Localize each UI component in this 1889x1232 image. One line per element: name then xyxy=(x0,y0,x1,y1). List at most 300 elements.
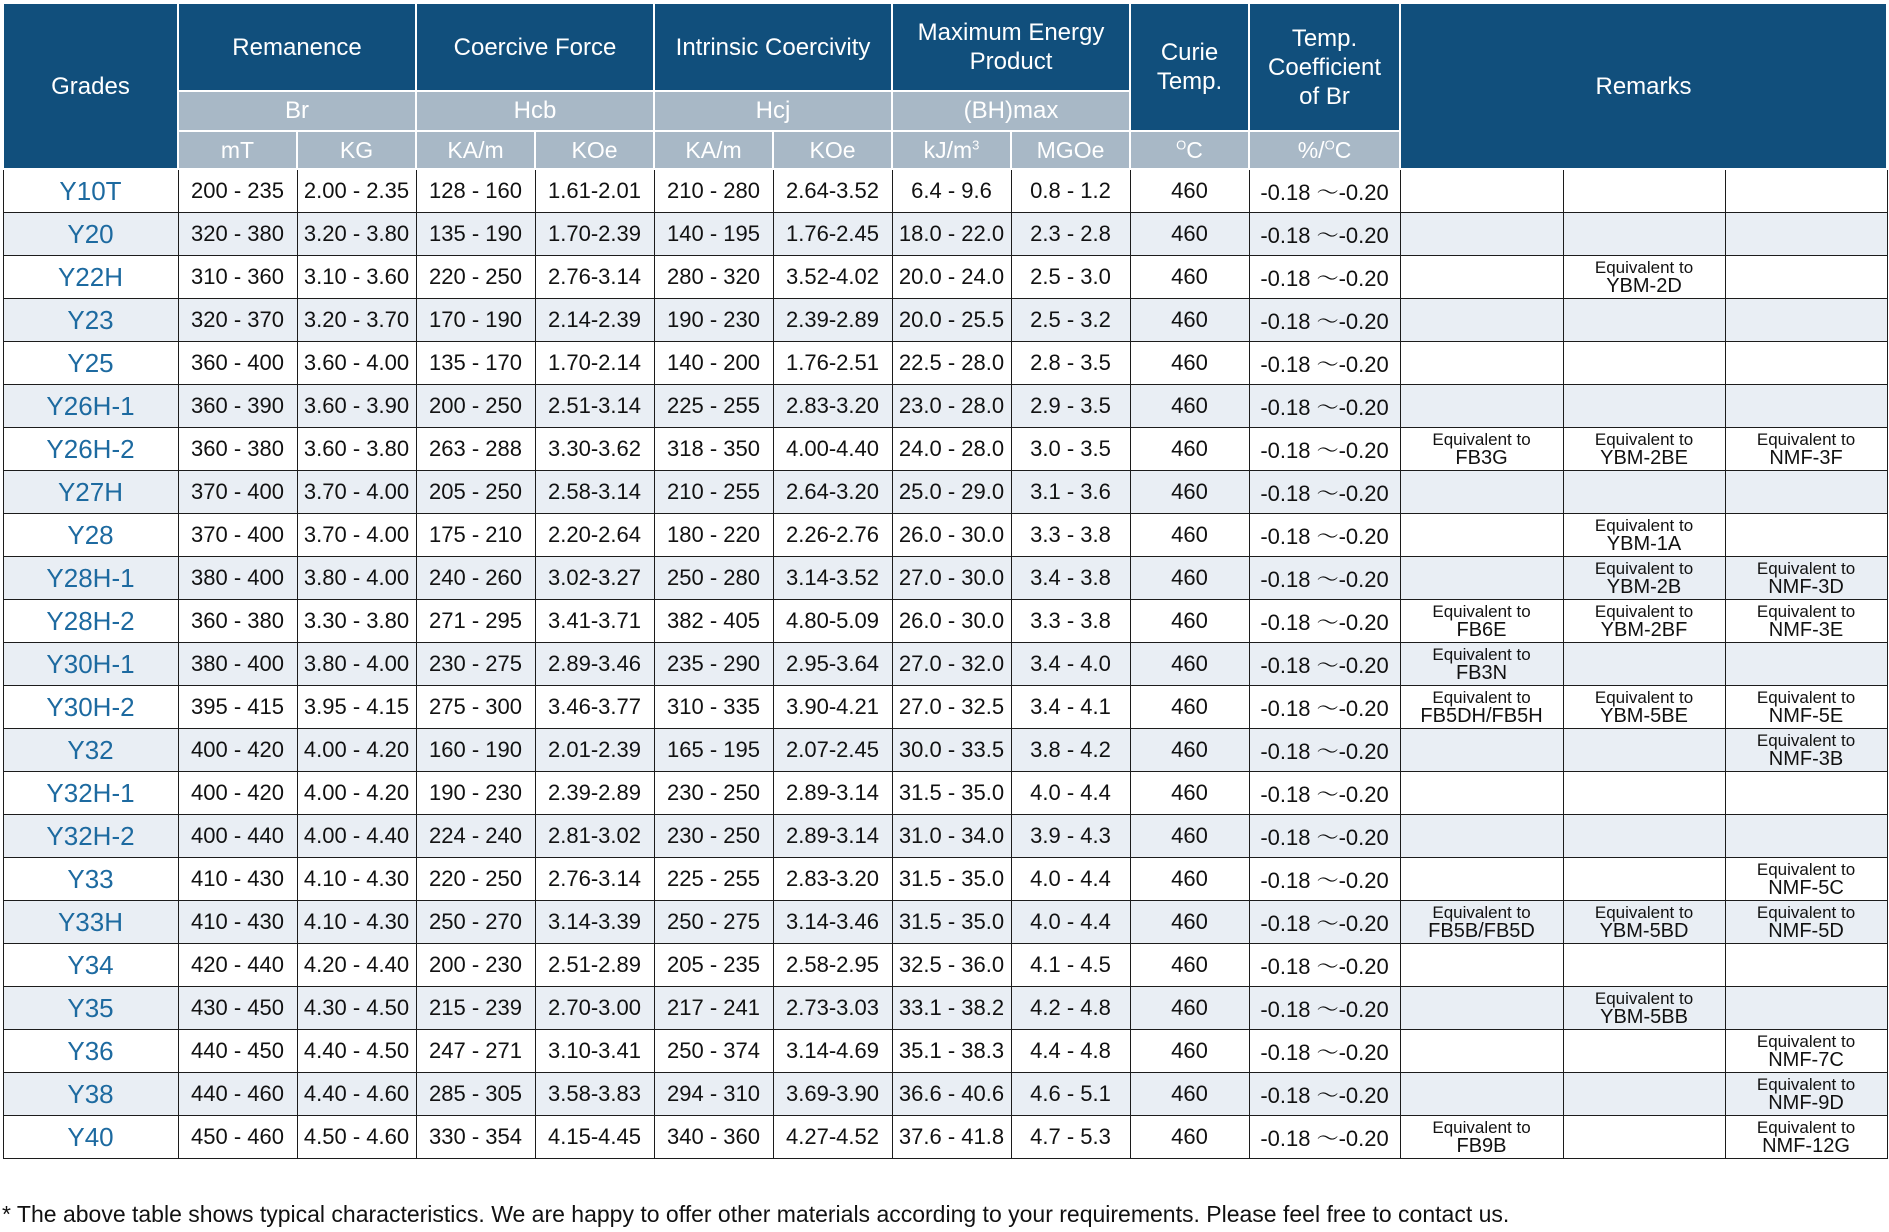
table-row xyxy=(3,1030,1887,1073)
bhmax-kjm3-cell: 18.0 - 22.0 xyxy=(892,213,1011,256)
hcb-kam-cell: 275 - 300 xyxy=(416,686,535,729)
table-row xyxy=(3,815,1887,858)
remark-cell-1 xyxy=(1400,901,1563,944)
br-kg-cell: 3.60 - 4.00 xyxy=(297,342,416,385)
remark-cell-1 xyxy=(1400,1030,1563,1073)
temp-coefficient-cell: -0.18 ～-0.20 xyxy=(1249,686,1400,729)
table-row xyxy=(3,342,1887,385)
br-mt-cell: 410 - 430 xyxy=(178,858,297,901)
bhmax-mgoe-cell: 4.7 - 5.3 xyxy=(1011,1116,1130,1159)
bhmax-mgoe-cell: 2.5 - 3.0 xyxy=(1011,256,1130,299)
hcj-kam-cell: 210 - 255 xyxy=(654,471,773,514)
hcj-koe-cell: 4.00-4.40 xyxy=(773,428,892,471)
hcj-koe-cell: 2.89-3.14 xyxy=(773,772,892,815)
hcb-kam-cell: 230 - 275 xyxy=(416,643,535,686)
br-kg-cell: 4.30 - 4.50 xyxy=(297,987,416,1030)
remark-prefix: Equivalent to xyxy=(1756,1075,1856,1094)
hcb-kam-cell: 205 - 250 xyxy=(416,471,535,514)
temp-coefficient-cell: -0.18 ～-0.20 xyxy=(1249,1116,1400,1159)
hcj-koe-cell: 2.83-3.20 xyxy=(773,858,892,901)
hcj-kam-cell: 235 - 290 xyxy=(654,643,773,686)
hcb-koe-cell: 2.70-3.00 xyxy=(535,987,654,1030)
hcj-koe-cell: 2.73-3.03 xyxy=(773,987,892,1030)
remark-cell-3 xyxy=(1725,815,1887,858)
bhmax-kjm3-cell: 27.0 - 30.0 xyxy=(892,557,1011,600)
br-kg-cell: 3.80 - 4.00 xyxy=(297,557,416,600)
bhmax-mgoe-cell: 3.4 - 4.1 xyxy=(1011,686,1130,729)
hcb-kam-cell: 263 - 288 xyxy=(416,428,535,471)
remark-cell-2 xyxy=(1563,256,1725,299)
remark-equivalent: NMF-9D xyxy=(1768,1092,1844,1114)
curie-temp-cell: 460 xyxy=(1130,643,1249,686)
bhmax-kjm3-cell: 30.0 - 33.5 xyxy=(892,729,1011,772)
grade-cell: Y28 xyxy=(3,514,178,557)
remark-cell-2 xyxy=(1563,428,1725,471)
curie-temp-cell: 460 xyxy=(1130,299,1249,342)
remark-cell-2 xyxy=(1563,514,1725,557)
bhmax-mgoe-cell: 3.1 - 3.6 xyxy=(1011,471,1130,514)
br-kg-cell: 3.30 - 3.80 xyxy=(297,600,416,643)
br-mt-cell: 200 - 235 xyxy=(178,169,297,213)
remark-equivalent: YBM-2BE xyxy=(1600,447,1688,469)
curie-temp-cell: 460 xyxy=(1130,1073,1249,1116)
bhmax-mgoe-cell: 3.3 - 3.8 xyxy=(1011,600,1130,643)
remark-cell-3 xyxy=(1725,858,1887,901)
remark-prefix: Equivalent to xyxy=(1756,903,1856,922)
br-mt-cell: 380 - 400 xyxy=(178,557,297,600)
remark-cell-3 xyxy=(1725,213,1887,256)
remark-cell-2 xyxy=(1563,815,1725,858)
bhmax-kjm3-cell: 32.5 - 36.0 xyxy=(892,944,1011,987)
hcj-koe-cell: 2.83-3.20 xyxy=(773,385,892,428)
hcb-koe-cell: 3.10-3.41 xyxy=(535,1030,654,1073)
remark-cell-3 xyxy=(1725,600,1887,643)
curie-temp-cell: 460 xyxy=(1130,514,1249,557)
bhmax-mgoe-cell: 3.0 - 3.5 xyxy=(1011,428,1130,471)
bhmax-symbol: (BH)max xyxy=(892,91,1130,131)
bhmax-mgoe-cell: 4.0 - 4.4 xyxy=(1011,772,1130,815)
max-energy-header: Maximum Energy Product xyxy=(892,3,1130,91)
br-mt-cell: 360 - 380 xyxy=(178,428,297,471)
hcj-kam-cell: 225 - 255 xyxy=(654,385,773,428)
hcj-koe-cell: 2.39-2.89 xyxy=(773,299,892,342)
remark-cell-1 xyxy=(1400,686,1563,729)
hcj-kam-cell: 230 - 250 xyxy=(654,815,773,858)
bhmax-mgoe-cell: 2.3 - 2.8 xyxy=(1011,213,1130,256)
hcj-kam-cell: 250 - 275 xyxy=(654,901,773,944)
temp-coefficient-cell: -0.18 ～-0.20 xyxy=(1249,342,1400,385)
bhmax-kjm3-cell: 37.6 - 41.8 xyxy=(892,1116,1011,1159)
temp-coefficient-cell: -0.18 ～-0.20 xyxy=(1249,169,1400,213)
br-kg-cell: 3.95 - 4.15 xyxy=(297,686,416,729)
remarks-header: Remarks xyxy=(1400,3,1887,169)
remark-cell-2 xyxy=(1563,1073,1725,1116)
br-mt-cell: 450 - 460 xyxy=(178,1116,297,1159)
grade-cell: Y33 xyxy=(3,858,178,901)
hcb-kam-cell: 215 - 239 xyxy=(416,987,535,1030)
br-kg-cell: 4.00 - 4.40 xyxy=(297,815,416,858)
table-row xyxy=(3,643,1887,686)
hcj-koe-cell: 2.89-3.14 xyxy=(773,815,892,858)
br-kg-cell: 4.50 - 4.60 xyxy=(297,1116,416,1159)
br-mt-cell: 370 - 400 xyxy=(178,514,297,557)
remark-cell-2 xyxy=(1563,1030,1725,1073)
hcj-kam-cell: 210 - 280 xyxy=(654,169,773,213)
hcj-symbol: Hcj xyxy=(654,91,892,131)
remark-equivalent: FB3G xyxy=(1455,447,1508,469)
hcb-kam-cell: 190 - 230 xyxy=(416,772,535,815)
br-kg-cell: 3.20 - 3.70 xyxy=(297,299,416,342)
bhmax-kjm3-cell: 31.5 - 35.0 xyxy=(892,772,1011,815)
remark-prefix: Equivalent to xyxy=(1594,688,1694,707)
hcb-kam-cell: 330 - 354 xyxy=(416,1116,535,1159)
temp-coefficient-cell: -0.18 ～-0.20 xyxy=(1249,772,1400,815)
hcb-koe-cell: 3.02-3.27 xyxy=(535,557,654,600)
hcj-kam-cell: 318 - 350 xyxy=(654,428,773,471)
unit-koe-hcj: KOe xyxy=(773,131,892,169)
bhmax-mgoe-cell: 0.8 - 1.2 xyxy=(1011,169,1130,213)
bhmax-kjm3-cell: 22.5 - 28.0 xyxy=(892,342,1011,385)
remark-prefix: Equivalent to xyxy=(1756,602,1856,621)
hcb-kam-cell: 220 - 250 xyxy=(416,858,535,901)
remark-equivalent: FB9B xyxy=(1456,1135,1507,1157)
hcj-kam-cell: 230 - 250 xyxy=(654,772,773,815)
remark-cell-3 xyxy=(1725,686,1887,729)
hcb-kam-cell: 224 - 240 xyxy=(416,815,535,858)
remark-cell-1 xyxy=(1400,858,1563,901)
bhmax-mgoe-cell: 4.2 - 4.8 xyxy=(1011,987,1130,1030)
br-mt-cell: 360 - 390 xyxy=(178,385,297,428)
bhmax-kjm3-cell: 35.1 - 38.3 xyxy=(892,1030,1011,1073)
remark-cell-2 xyxy=(1563,169,1725,213)
bhmax-kjm3-cell: 26.0 - 30.0 xyxy=(892,600,1011,643)
remark-cell-3 xyxy=(1725,1116,1887,1159)
remark-cell-3 xyxy=(1725,169,1887,213)
bhmax-mgoe-cell: 4.6 - 5.1 xyxy=(1011,1073,1130,1116)
temp-coefficient-cell: -0.18 ～-0.20 xyxy=(1249,557,1400,600)
hcb-koe-cell: 2.76-3.14 xyxy=(535,858,654,901)
remark-cell-2 xyxy=(1563,471,1725,514)
unit-kam-hcb: KA/m xyxy=(416,131,535,169)
remark-prefix: Equivalent to xyxy=(1432,688,1531,707)
hcb-kam-cell: 175 - 210 xyxy=(416,514,535,557)
grade-cell: Y22H xyxy=(3,256,178,299)
hcj-kam-cell: 190 - 230 xyxy=(654,299,773,342)
br-mt-cell: 400 - 420 xyxy=(178,729,297,772)
hcj-kam-cell: 280 - 320 xyxy=(654,256,773,299)
remark-equivalent: NMF-3B xyxy=(1768,748,1844,770)
hcb-koe-cell: 4.15-4.45 xyxy=(535,1116,654,1159)
remark-cell-3 xyxy=(1725,901,1887,944)
hcb-kam-cell: 200 - 230 xyxy=(416,944,535,987)
hcj-koe-cell: 2.26-2.76 xyxy=(773,514,892,557)
temp-coefficient-cell: -0.18 ～-0.20 xyxy=(1249,815,1400,858)
br-kg-cell: 3.70 - 4.00 xyxy=(297,514,416,557)
table-row xyxy=(3,385,1887,428)
remark-cell-1 xyxy=(1400,1116,1563,1159)
remark-equivalent: NMF-5C xyxy=(1768,877,1844,899)
br-mt-cell: 320 - 380 xyxy=(178,213,297,256)
remark-cell-1 xyxy=(1400,213,1563,256)
remark-cell-2 xyxy=(1563,772,1725,815)
remark-cell-1 xyxy=(1400,944,1563,987)
bhmax-mgoe-cell: 4.0 - 4.4 xyxy=(1011,858,1130,901)
temp-coefficient-cell: -0.18 ～-0.20 xyxy=(1249,1030,1400,1073)
remark-cell-1 xyxy=(1400,299,1563,342)
temp-coefficient-cell: -0.18 ～-0.20 xyxy=(1249,471,1400,514)
unit-celsius: $^O$C xyxy=(1130,131,1249,169)
bhmax-mgoe-cell: 3.4 - 4.0 xyxy=(1011,643,1130,686)
remark-cell-2 xyxy=(1563,987,1725,1030)
hcb-kam-cell: 160 - 190 xyxy=(416,729,535,772)
br-kg-cell: 4.00 - 4.20 xyxy=(297,729,416,772)
remark-cell-2 xyxy=(1563,342,1725,385)
unit-kg: KG xyxy=(297,131,416,169)
remark-cell-1 xyxy=(1400,1073,1563,1116)
temp-coefficient-cell: -0.18 ～-0.20 xyxy=(1249,987,1400,1030)
table-row xyxy=(3,299,1887,342)
curie-temp-cell: 460 xyxy=(1130,987,1249,1030)
curie-temp-cell: 460 xyxy=(1130,1116,1249,1159)
remanence-header: Remanence xyxy=(178,3,416,91)
curie-temp-cell: 460 xyxy=(1130,428,1249,471)
hcj-koe-cell: 4.27-4.52 xyxy=(773,1116,892,1159)
remark-cell-3 xyxy=(1725,643,1887,686)
hcb-koe-cell: 3.46-3.77 xyxy=(535,686,654,729)
remark-prefix: Equivalent to xyxy=(1756,1032,1856,1051)
hcj-kam-cell: 165 - 195 xyxy=(654,729,773,772)
br-kg-cell: 3.20 - 3.80 xyxy=(297,213,416,256)
remark-equivalent: NMF-5E xyxy=(1768,705,1844,727)
remark-prefix: Equivalent to xyxy=(1594,258,1694,277)
remark-prefix: Equivalent to xyxy=(1432,1118,1531,1137)
coercive-force-header: Coercive Force xyxy=(416,3,654,91)
br-kg-cell: 4.10 - 4.30 xyxy=(297,858,416,901)
remark-cell-2 xyxy=(1563,1116,1725,1159)
curie-temp-cell: 460 xyxy=(1130,213,1249,256)
remark-cell-1 xyxy=(1400,729,1563,772)
br-kg-cell: 4.10 - 4.30 xyxy=(297,901,416,944)
curie-temp-cell: 460 xyxy=(1130,169,1249,213)
remark-cell-3 xyxy=(1725,1073,1887,1116)
br-mt-cell: 400 - 420 xyxy=(178,772,297,815)
bhmax-kjm3-cell: 6.4 - 9.6 xyxy=(892,169,1011,213)
bhmax-kjm3-cell: 31.0 - 34.0 xyxy=(892,815,1011,858)
br-kg-cell: 4.20 - 4.40 xyxy=(297,944,416,987)
curie-temp-cell: 460 xyxy=(1130,729,1249,772)
hcb-kam-cell: 250 - 270 xyxy=(416,901,535,944)
table-row xyxy=(3,686,1887,729)
hcb-kam-cell: 240 - 260 xyxy=(416,557,535,600)
hcb-kam-cell: 128 - 160 xyxy=(416,169,535,213)
remark-equivalent: FB3N xyxy=(1455,662,1508,684)
table-row xyxy=(3,471,1887,514)
remark-cell-3 xyxy=(1725,944,1887,987)
bhmax-kjm3-cell: 23.0 - 28.0 xyxy=(892,385,1011,428)
remark-cell-3 xyxy=(1725,342,1887,385)
hcj-kam-cell: 310 - 335 xyxy=(654,686,773,729)
bhmax-kjm3-cell: 31.5 - 35.0 xyxy=(892,858,1011,901)
grade-cell: Y10T xyxy=(3,169,178,213)
hcb-koe-cell: 3.30-3.62 xyxy=(535,428,654,471)
table-row xyxy=(3,1116,1887,1159)
grade-cell: Y25 xyxy=(3,342,178,385)
hcj-koe-cell: 4.80-5.09 xyxy=(773,600,892,643)
table-row xyxy=(3,858,1887,901)
table-row xyxy=(3,1073,1887,1116)
temp-coefficient-cell: -0.18 ～-0.20 xyxy=(1249,256,1400,299)
unit-koe-hcb: KOe xyxy=(535,131,654,169)
bhmax-kjm3-cell: 24.0 - 28.0 xyxy=(892,428,1011,471)
bhmax-kjm3-cell: 27.0 - 32.5 xyxy=(892,686,1011,729)
br-kg-cell: 2.00 - 2.35 xyxy=(297,169,416,213)
remark-cell-3 xyxy=(1725,471,1887,514)
hcb-koe-cell: 2.89-3.46 xyxy=(535,643,654,686)
remark-prefix: Equivalent to xyxy=(1594,903,1694,922)
remark-cell-2 xyxy=(1563,858,1725,901)
hcb-kam-cell: 247 - 271 xyxy=(416,1030,535,1073)
br-mt-cell: 395 - 415 xyxy=(178,686,297,729)
grade-cell: Y30H-1 xyxy=(3,643,178,686)
curie-temp-cell: 460 xyxy=(1130,385,1249,428)
remark-cell-2 xyxy=(1563,643,1725,686)
hcb-kam-cell: 285 - 305 xyxy=(416,1073,535,1116)
hcb-koe-cell: 2.51-3.14 xyxy=(535,385,654,428)
temp-coefficient-cell: -0.18 ～-0.20 xyxy=(1249,428,1400,471)
hcj-koe-cell: 2.58-2.95 xyxy=(773,944,892,987)
remark-equivalent: YBM-5BD xyxy=(1599,920,1689,942)
remark-cell-1 xyxy=(1400,557,1563,600)
bhmax-kjm3-cell: 20.0 - 24.0 xyxy=(892,256,1011,299)
hcb-koe-cell: 3.58-3.83 xyxy=(535,1073,654,1116)
grade-cell: Y26H-2 xyxy=(3,428,178,471)
hcb-kam-cell: 271 - 295 xyxy=(416,600,535,643)
remark-cell-3 xyxy=(1725,385,1887,428)
bhmax-mgoe-cell: 4.0 - 4.4 xyxy=(1011,901,1130,944)
temp-coefficient-cell: -0.18 ～-0.20 xyxy=(1249,1073,1400,1116)
remark-equivalent: NMF-3E xyxy=(1768,619,1844,641)
grade-cell: Y32 xyxy=(3,729,178,772)
remark-equivalent: YBM-5BB xyxy=(1600,1006,1688,1028)
remark-equivalent: FB5B/FB5D xyxy=(1428,920,1535,942)
hcj-kam-cell: 140 - 200 xyxy=(654,342,773,385)
grade-cell: Y38 xyxy=(3,1073,178,1116)
remark-equivalent: NMF-7C xyxy=(1768,1049,1844,1071)
grade-cell: Y28H-1 xyxy=(3,557,178,600)
unit-kjm3: $kJ/m^3$ xyxy=(892,131,1011,169)
remark-cell-3 xyxy=(1725,428,1887,471)
grade-cell: Y23 xyxy=(3,299,178,342)
remark-equivalent: YBM-5BE xyxy=(1600,705,1688,727)
temp-coefficient-cell: -0.18 ～-0.20 xyxy=(1249,729,1400,772)
remark-cell-3 xyxy=(1725,299,1887,342)
grade-cell: Y27H xyxy=(3,471,178,514)
hcj-koe-cell: 2.64-3.52 xyxy=(773,169,892,213)
remark-equivalent: NMF-12G xyxy=(1762,1135,1850,1157)
hcj-koe-cell: 1.76-2.45 xyxy=(773,213,892,256)
curie-temp-cell: 460 xyxy=(1130,471,1249,514)
remark-cell-3 xyxy=(1725,1030,1887,1073)
remark-prefix: Equivalent to xyxy=(1594,989,1694,1008)
hcj-kam-cell: 294 - 310 xyxy=(654,1073,773,1116)
br-symbol: Br xyxy=(178,91,416,131)
bhmax-mgoe-cell: 2.9 - 3.5 xyxy=(1011,385,1130,428)
hcb-kam-cell: 135 - 190 xyxy=(416,213,535,256)
remark-cell-1 xyxy=(1400,815,1563,858)
remark-prefix: Equivalent to xyxy=(1756,430,1856,449)
hcb-koe-cell: 1.70-2.39 xyxy=(535,213,654,256)
hcb-koe-cell: 3.14-3.39 xyxy=(535,901,654,944)
remark-cell-2 xyxy=(1563,600,1725,643)
hcj-koe-cell: 1.76-2.51 xyxy=(773,342,892,385)
hcb-koe-cell: 2.58-3.14 xyxy=(535,471,654,514)
temp-coefficient-cell: -0.18 ～-0.20 xyxy=(1249,299,1400,342)
br-mt-cell: 360 - 400 xyxy=(178,342,297,385)
remark-cell-3 xyxy=(1725,514,1887,557)
grade-cell: Y20 xyxy=(3,213,178,256)
unit-mt: mT xyxy=(178,131,297,169)
bhmax-mgoe-cell: 3.3 - 3.8 xyxy=(1011,514,1130,557)
table-row xyxy=(3,514,1887,557)
curie-temp-cell: 460 xyxy=(1130,600,1249,643)
table-row xyxy=(3,428,1887,471)
hcb-symbol: Hcb xyxy=(416,91,654,131)
remark-cell-2 xyxy=(1563,299,1725,342)
remark-equivalent: NMF-5D xyxy=(1768,920,1844,942)
grade-cell: Y26H-1 xyxy=(3,385,178,428)
remark-cell-2 xyxy=(1563,686,1725,729)
br-mt-cell: 380 - 400 xyxy=(178,643,297,686)
remark-cell-1 xyxy=(1400,772,1563,815)
unit-mgoe: MGOe xyxy=(1011,131,1130,169)
temp-coefficient-cell: -0.18 ～-0.20 xyxy=(1249,213,1400,256)
hcj-kam-cell: 250 - 280 xyxy=(654,557,773,600)
remark-prefix: Equivalent to xyxy=(1594,559,1694,578)
grade-cell: Y40 xyxy=(3,1116,178,1159)
hcj-kam-cell: 217 - 241 xyxy=(654,987,773,1030)
remark-prefix: Equivalent to xyxy=(1756,860,1856,879)
intrinsic-coercivity-header: Intrinsic Coercivity xyxy=(654,3,892,91)
br-mt-cell: 310 - 360 xyxy=(178,256,297,299)
remark-cell-1 xyxy=(1400,987,1563,1030)
bhmax-kjm3-cell: 33.1 - 38.2 xyxy=(892,987,1011,1030)
remark-prefix: Equivalent to xyxy=(1594,602,1694,621)
remark-prefix: Equivalent to xyxy=(1432,430,1531,449)
curie-temp-cell: 460 xyxy=(1130,772,1249,815)
remark-cell-3 xyxy=(1725,772,1887,815)
hcj-koe-cell: 3.69-3.90 xyxy=(773,1073,892,1116)
remark-prefix: Equivalent to xyxy=(1756,731,1856,750)
footnote: * The above table shows typical characteristics. We are happy to offer other materials according to your requirements. Please feel free to contact us. xyxy=(2,1201,1510,1227)
hcj-koe-cell: 2.95-3.64 xyxy=(773,643,892,686)
remark-cell-2 xyxy=(1563,557,1725,600)
hcb-koe-cell: 1.70-2.14 xyxy=(535,342,654,385)
bhmax-mgoe-cell: 2.8 - 3.5 xyxy=(1011,342,1130,385)
br-mt-cell: 430 - 450 xyxy=(178,987,297,1030)
curie-temp-header: Curie Temp. xyxy=(1130,3,1249,131)
remark-cell-3 xyxy=(1725,987,1887,1030)
remark-cell-1 xyxy=(1400,169,1563,213)
remark-cell-3 xyxy=(1725,729,1887,772)
hcb-kam-cell: 220 - 250 xyxy=(416,256,535,299)
remark-cell-3 xyxy=(1725,256,1887,299)
br-kg-cell: 4.40 - 4.50 xyxy=(297,1030,416,1073)
hcj-kam-cell: 205 - 235 xyxy=(654,944,773,987)
bhmax-mgoe-cell: 3.8 - 4.2 xyxy=(1011,729,1130,772)
temp-coefficient-cell: -0.18 ～-0.20 xyxy=(1249,385,1400,428)
remark-cell-2 xyxy=(1563,901,1725,944)
remark-cell-1 xyxy=(1400,256,1563,299)
